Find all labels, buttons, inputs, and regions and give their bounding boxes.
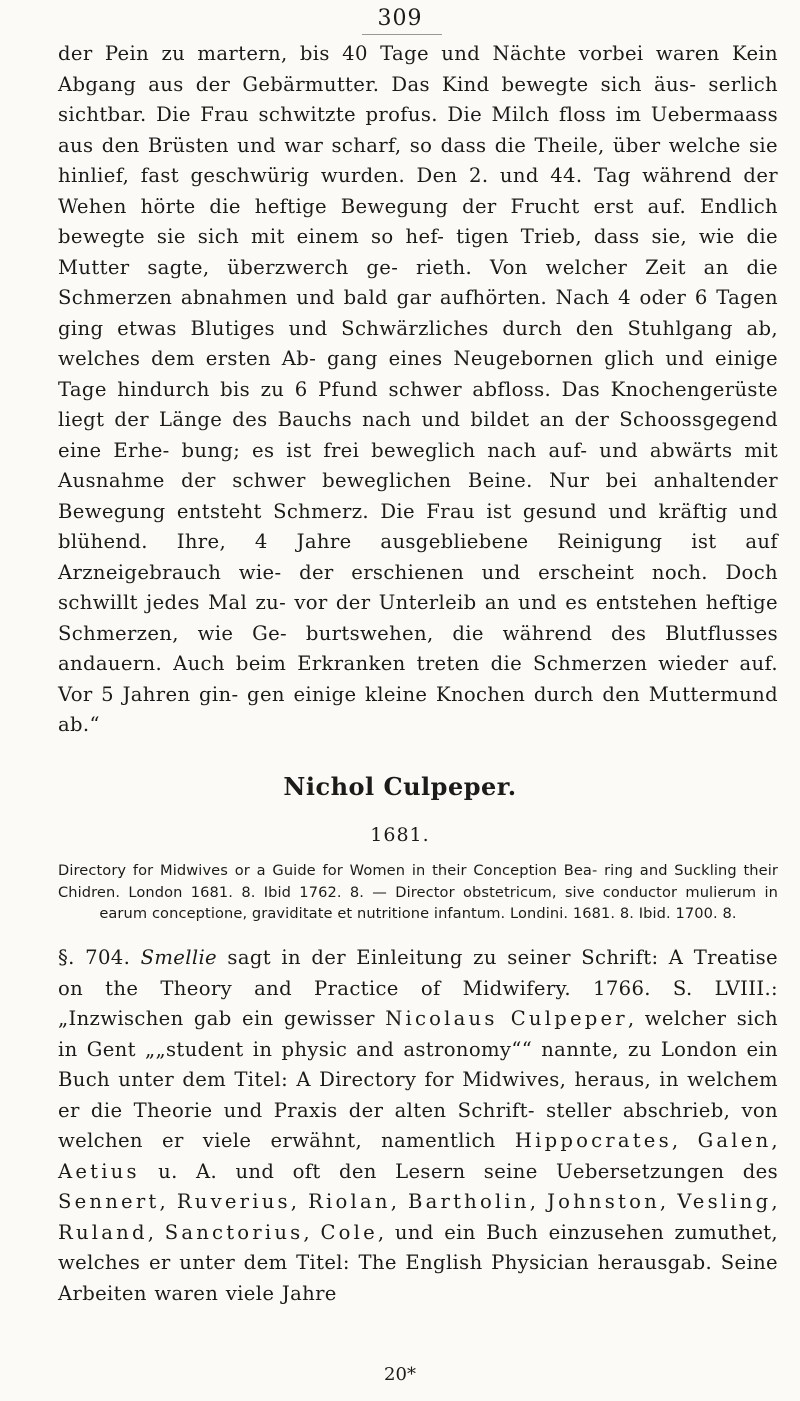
text-run: , bbox=[671, 1129, 698, 1152]
bibliography-entry: Directory for Midwives or a Guide for Women in their Conception Bea- ring and Suckling their Chidren. London 1681. 8. Ibid 1762. 8. — Director obstetricum, sive conductor mulierum in earum conceptione, graviditate et nutritione infantum. Londini. 1681. 8. Ibid. 1700. 8. bbox=[58, 862, 778, 922]
name-sanctorius: Sanctorius bbox=[164, 1220, 304, 1244]
name-ruland: Ruland bbox=[58, 1220, 148, 1244]
name-bartholin: Bartholin bbox=[408, 1190, 530, 1213]
text-run: sagt in der Einleitung zu seiner Schrift: A Treatise on the Theory and Practice of Midwifery. 1766. S. LVIII.: „Inzwischen gab ein gewisser bbox=[58, 946, 778, 1030]
name-hippocrates: Hippocrates bbox=[514, 1129, 672, 1152]
paragraph-number: §. 704. bbox=[58, 946, 141, 969]
text-run: , bbox=[147, 1220, 165, 1244]
name-riolan: Riolan bbox=[308, 1190, 391, 1213]
name-ruverius: Ruverius bbox=[176, 1190, 291, 1213]
text-run: , bbox=[771, 1190, 778, 1213]
text-run: , bbox=[529, 1190, 548, 1213]
page-number-rule bbox=[362, 34, 442, 35]
text-run: , bbox=[159, 1190, 177, 1213]
name-vesling: Vesling bbox=[677, 1190, 772, 1213]
page-number: 309 bbox=[377, 6, 423, 31]
section-paragraph bbox=[58, 943, 778, 1309]
text-run: , bbox=[303, 1220, 321, 1244]
case-report-paragraph: der Pein zu martern, bis 40 Tage und Nächte vorbei waren Kein Abgang aus der Gebärmutter. Das Kind bewegte sich äus- serlich sichtbar. Die Frau schwitzte profus. Die Milch floss im Uebermaass aus den Brüsten und war scharf, so dass die Theile, über welche sie hinlief, fast geschwürig wurden. Den 2. und 44. Tag während der Wehen hörte die heftige Bewegung der Frucht erst auf. Endlich bewegte sie sich mit einem so hef- tigen Trieb, dass sie, wie die Mutter sagte, überzwerch ge- rieth. Von welcher Zeit an die Schmerzen abnahmen und bald gar aufhörten. Nach 4 oder 6 Tagen ging etwas Blutiges und Schwärzliches durch den Stuhlgang ab, welches dem ersten Ab- gang eines Neugebornen glich und einige Tage hindurch bis zu 6 Pfund schwer abfloss. Das Knochengerüste liegt der Länge des Bauchs nach und bildet an der Schoossgegend eine Erhe- bung; es ist frei beweglich nach auf- und abwärts mit Ausnahme der schwer beweglichen Beine. Nur bei anhaltender Bewegung entsteht Schmerz. Die Frau ist gesund und kräftig und blühend. Ihre, 4 Jahre ausgebliebene Reinigung ist auf Arzneigebrauch wie- der erschienen und erscheint noch. Doch schwillt jedes Mal zu- vor der Unterleib an und es entstehen heftige Schmerzen, wie Ge- burtswehen, die während des Blutflusses andauern. Auch beim Erkranken treten die Schmerzen wieder auf. Vor 5 Jahren gin- gen einige kleine Knochen durch den Muttermund ab.“ bbox=[58, 42, 778, 736]
text-run: , bbox=[659, 1190, 678, 1213]
text-run: , bbox=[390, 1190, 409, 1213]
text-run: , bbox=[771, 1129, 778, 1152]
name-galen: Galen bbox=[697, 1129, 772, 1152]
name-sennert: Sennert bbox=[58, 1190, 160, 1213]
name-aetius: Aetius bbox=[58, 1159, 140, 1183]
name-johnston: Johnston bbox=[547, 1190, 660, 1213]
name-culpeper: Nicolaus Culpeper bbox=[385, 1007, 628, 1030]
printer-signature-mark: 20* bbox=[384, 1364, 416, 1385]
text-run: , und ein Buch einzusehen zumuthet, welches er unter dem Titel: The English Physician herausgab. Seine Arbeiten waren viele Jahre bbox=[58, 1220, 778, 1305]
section-year: 1681. bbox=[370, 824, 430, 846]
text-run: , welcher sich in Gent „„student in physic and astronomy““ nannte, zu London ein Buch unter dem Titel: A Directory for Midwives, heraus, in welchem er die Theorie und Praxis der alten Schrift- steller abschrieb, von welchen er viele erwähnt, namentlich bbox=[58, 1007, 779, 1152]
author-name-smellie: Smellie bbox=[140, 946, 218, 969]
name-cole: Cole bbox=[320, 1220, 378, 1244]
section-heading: Nichol Culpeper. bbox=[283, 772, 517, 801]
text-run: , bbox=[290, 1190, 309, 1213]
text-run: u. A. und oft den Lesern seine Uebersetzungen des bbox=[139, 1159, 778, 1183]
